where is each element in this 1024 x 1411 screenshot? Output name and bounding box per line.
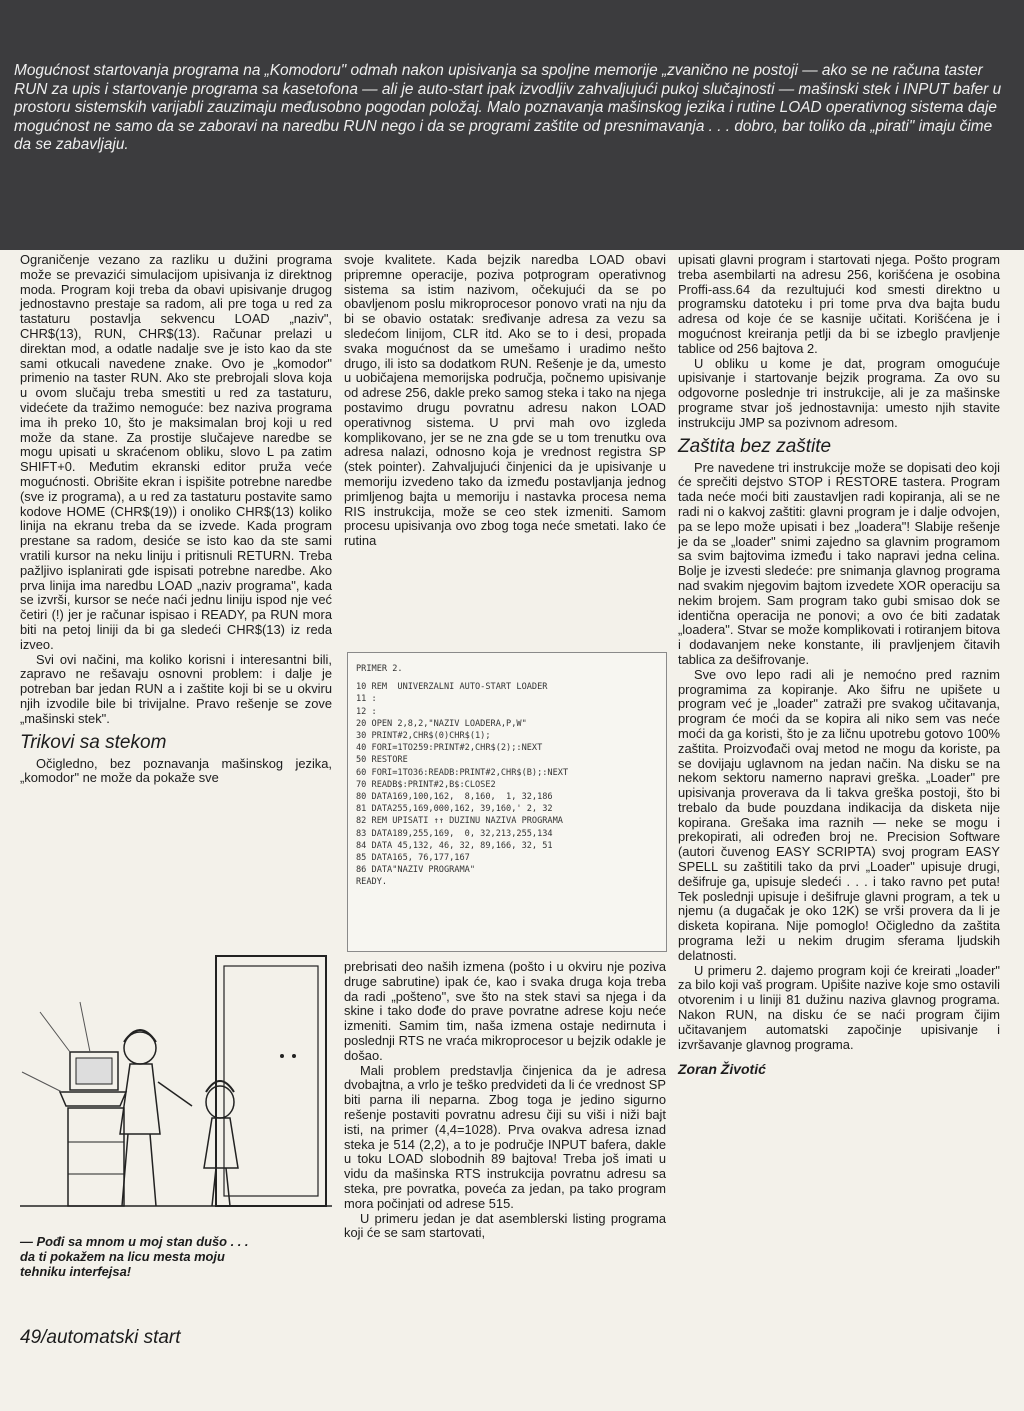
column-2-continued xyxy=(344,960,666,1241)
listing-line: 83 DATA189,255,169, 0, 32,213,255,134 xyxy=(356,828,553,839)
listing-line: 85 DATA165, 76,177,167 xyxy=(356,853,470,864)
paragraph: Svi ovi načini, ma koliko korisni i interesantni bili, zapravo ne rešavaju osnovni problem: i dalje je potreban bar jedan RUN a i zaštite koji bi se u okviru njih izvodile bile bi trivijalne. Pravo rešenje se zove „mašinski stek". xyxy=(20,651,332,726)
listing-line: 82 REM UPISATI ↑↑ DUZINU NAZIVA PROGRAMA xyxy=(356,816,563,827)
listing-line: 12 : xyxy=(356,706,377,717)
paragraph: Ograničenje vezano za razliku u dužini programa može se prevazići simulacijom upisivanja iz direktnog moda. Program koji treba da obavi upisivanje drugog jednostavno prestaje sa radom, ali pre toga u red za tastaturu postavlja sekvencu LOAD „naziv", CHR$(13), RUN, CHR$(13). Računar prelazi u direktan mod, a odatle nadalje sve je isto kao da ste sami otkucali navedene znake. Ovo je „komodor" primenio na taster RUN. Ako ste prebrojali slova koja u ovom slučaju treba smestiti u red za tastaturu, videćete da tražimo nemoguće: bez naziva programa ima ih preko 10, što je maksimalan broj koji u red može da stane. Za prostije slučajeve naredbe se mogu upisati u skraćenom obliku, slovo L pa zatim SHIFT+0. Međutim ekranski editor pruža veće mogućnosti. Obrišite ekran i ispišite potrebne naredbe (sve iz programa), a u red za tastaturu postavite samo kodove HOME (CHR$(19)) i onoliko CHR$(13) koliko linija na ekranu treba da se izvede. Kada program prestane sa radom, desiće se isto kao da ste sami vratili kursor na neku liniju i pritisnuli RETURN. Treba pažljivo isplanirati gde ispisati potrebne naredbe. Ako prva linija ima naredbu LOAD „naziv programa", kada se izvrši, kursor se neće naći jednu liniju ispod nje već četiri (!) jer je računar ispisao i READY, pa RUN mora biti na petoj liniji da bi ga sledeći CHR$(13) iz reda izveo. xyxy=(20,252,332,652)
page-number: 49/automatski start xyxy=(20,1327,181,1348)
paragraph: U primeru 2. dajemo program koji će kreirati „loader" za bilo koji vaš program. Upišite nazive koje smo ostavili otvorenim i u liniji 81 dužinu naziva glavnog programa. Nakon RUN, na disku će se naći program čijim učitavanjem automatski započinje upisivanje i izvršavanje glavnog programa. xyxy=(678,962,1000,1052)
listing-line: 70 READB$:PRINT#2,B$:CLOSE2 xyxy=(356,779,496,790)
header-banner xyxy=(0,0,1024,250)
section-heading-zastita: Zaštita bez zaštite xyxy=(678,435,832,457)
paragraph: Očigledno, bez poznavanja mašinskog jezika, „komodor" ne može da pokaže sve xyxy=(20,755,332,786)
listing-line: 60 FORI=1TO36:READB:PRINT#2,CHR$(B);:NEXT xyxy=(356,767,569,778)
paragraph: svoje kvalitete. Kada bejzik naredba LOAD obavi pripremne operacije, poziva potprogram operativnog sistema sa istim nazivom, očekujući da se po obavljenom poslu mikroprocesor ponovo vrati na nju da bi se obavio ostatak: sređivanje adresa za vezu sa sledećom linijom, CLR itd. Ako se to i desi, propada svaka mogućnost da se umešamo i uradimo nešto drugo, ili isto sa dodatkom RUN. Rešenje je da, umesto u uobičajena memorijska područja, počnemo upisivanje od adrese 256, dakle preko samog steka i tako na njega postavimo drugu povratnu adresu nakon LOAD operativnog sistema. U prvi mah ovo izgleda komplikovano, jer se ne zna gde se u tom trenutku ova adresa nalazi, odnosno koja je vrednost registra SP (stek pointer). Zahvaljujući činjenici da je upisivanje u memoriju izvedeno tako da između postavljanja jednog primljenog bajta u memoriju i nastavka procesa nema RIS instrukcija, može se ceo stek izmeniti. Samom procesu upisivanja ovo zbog toga neće smetati. Iako će rutina xyxy=(344,252,666,549)
paragraph: Sve ovo lepo radi ali je nemoćno pred raznim programima za kopiranje. Ako šifru ne upišete u program već je „loader" zatraži pre svakog učitavanja, program će moći da se kopira ali niko sem vas neće moći da ga koristi, što je za ličnu upotrebu gotovo 100% zaštita. Proizvođači ovaj metod ne mogu da koriste, pa se dovijaju uglavnom na jedan način. Na disku se na nekom sektoru namerno napravi greška. „Loader" pre upisivanja proverava da li takva greška postoji, što bi trebalo da bude pouzdana indikacija da disketa nije kopirana. Grešaka ima raznih — neke se mogu i prekopirati, ali određen broj ne. Precision Software (autori čuvenog EASY SCRIPTA) svoj program EASY SPELL su zaštitili tako da prvi „Loader" upisuje drugi, dešifruje ga, upisuje sledeći . . . i tako ravno pet puta! Tek poslednji upisuje i dešifruje glavni program, a tek u njemu (a dugačak je oko 12K) se vrši provera da li je disketa kopirana. Nije pomoglo! Očigledno da zaštita programa leži u nekim drugim sferama ljudskih delatnosti. xyxy=(678,666,1000,963)
cartoon-caption: — Pođi sa mnom u moj stan dušo . . . da ti pokažem na licu mesta moju tehniku interfejsa! xyxy=(20,1234,249,1279)
section-heading-trikovi: Trikovi sa stekom xyxy=(20,731,167,753)
listing-line: 30 PRINT#2,CHR$(0)CHR$(1); xyxy=(356,731,491,742)
column-2 xyxy=(344,253,666,549)
cartoon-illustration xyxy=(20,952,332,1212)
listing-line: 20 OPEN 2,8,2,"NAZIV LOADERA,P,W" xyxy=(356,718,527,729)
listing-title: PRIMER 2. xyxy=(356,664,403,674)
listing-line: 11 : xyxy=(356,694,377,705)
paragraph: prebrisati deo naših izmena (pošto i u okviru nje poziva druge sabrutine) ipak će, kao i svaka druga koja treba da radi „pošteno", sve što na stek stavi sa njega i da skine i tako dođe do prave povratne adrese koju neće izmeniti. Samim tim, naša izmena ostaje nedirnuta i poslednji RTS ne vraća mikroprocesor u bejzik odakle je došao. xyxy=(344,959,666,1063)
listing-line: 84 DATA 45,132, 46, 32, 89,166, 32, 51 xyxy=(356,840,553,851)
listing-line: 80 DATA169,100,162, 8,160, 1, 32,186 xyxy=(356,792,553,803)
listing-line: 10 REM UNIVERZALNI AUTO-START LOADER xyxy=(356,682,548,693)
intro-text: Mogućnost startovanja programa na „Komodoru" odmah nakon upisivanja sa spoljne memorije „zvanično ne postoji — ako se ne računa taster RUN za upis i startovanje programa sa kasetofona — ali je auto-start ipak izvodljiv zahvaljujući pukoj slučajnosti — mašinski stek i INPUT bafer u prostoru sistemskih varijabli zauzimaju međusobno pogodan položaj. Malo poznavanja mašinskog jezika i rutine LOAD operativnog sistema daje mogućnost ne samo da se zaboravi na naredbu RUN nego i da se programi zaštite od presnimavanja . . . dobro, bar toliko da „pirati" imaju čime da se zabavljaju. xyxy=(14,62,1002,154)
column-3 xyxy=(678,253,1000,1077)
paragraph: Mali problem predstavlja činjenica da je adresa dvobajtna, a vrlo je teško predvideti da li će vrednost SP biti parna ili neparna. Zbog toga je jedino sigurno rešenje postaviti povratnu adresu čiji su viši i niži bajt isti, na primer (4,4=1028). Prva ovakva adresa iznad steka je 514 (2,2), a to je područje INPUT bafera, dakle u toku LOAD slobodnih 89 bajtova! Treba još imati u vidu da mašinska RTS instrukcija povratnu adresu sa steka, pre povratka, poveća za jedan, pa tako program mora počinjati od adrese 515. xyxy=(344,1062,666,1211)
listing-line: 81 DATA255,169,000,162, 39,160,' 2, 32 xyxy=(356,804,553,815)
code-listing-primer-2 xyxy=(347,652,667,952)
listing-line: READY. xyxy=(356,877,388,888)
column-1 xyxy=(20,253,332,786)
paragraph: U primeru jedan je dat asemblerski listing programa koji će se sam startovati, xyxy=(344,1210,666,1241)
paragraph: upisati glavni program i startovati njega. Pošto program treba asembilarti na adresu 256, korišćena je osobina Proffi-ass.64 da rezultujući kod smesti direktno u programsku datoteku i pri tome prva dva bajta budu adresa od koje će se kasnije učitati. Korišćena je i mogućnost kreiranja petlji da bi se izbeglo pravljenje tablice od 256 bajtova 2. xyxy=(678,252,1000,356)
listing-line: 40 FORI=1TO259:PRINT#2,CHR$(2);:NEXT xyxy=(356,743,543,754)
paragraph: U obliku u kome je dat, program omogućuje upisivanje i startovanje bejzik programa. Za ovo su odgovorne poslednje tri instrukcije, ali je za mašinske programe stvar još jednostavnija: umesto njih stavite instrukciju JMP sa pozivnom adresom. xyxy=(678,355,1000,430)
author-signature: Zoran Životić xyxy=(678,1061,766,1078)
listing-line: 86 DATA"NAZIV PROGRAMA" xyxy=(356,865,475,876)
paragraph: Pre navedene tri instrukcije može se dopisati deo koji će sprečiti dejstvo STOP i RESTORE tastera. Program tada neće moći biti zaustavljen radi kopiranja, ali se ne radi ni o kakvoj zaštiti: glavni program je i dalje odvojen, pa se lepo može upisati i bez „loadera"! Slabije rešenje je da se „loader" snimi zajedno sa glavnim programom sa svim bajtovima između i tako napravi jedna celina. Bolje je izvesti sledeće: pre snimanja glavnog programa nad svakim njegovim bajtom izvedete XOR operaciju sa nekim brojem. Sam program tako gubi smisao dok se identična operacija ne ponovi; a ovo će biti zadatak „loadera". Stvar se može komplikovati i rotiranjem bitova i dodavanjem neke konstante, ili pravljenjem čitavih tablica za dešifrovanje. xyxy=(678,459,1000,667)
listing-line: 50 RESTORE xyxy=(356,755,408,766)
